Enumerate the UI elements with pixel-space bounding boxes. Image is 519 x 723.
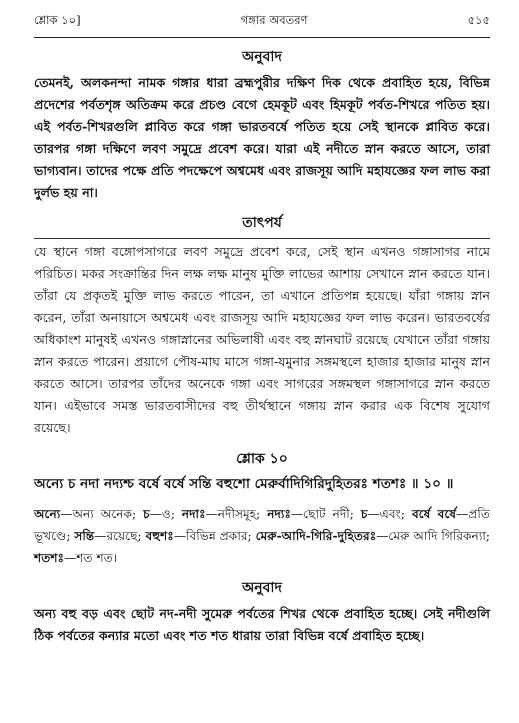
synonym-meaning: —ও; (149, 507, 182, 521)
translation-heading: অনুবাদ (242, 49, 282, 65)
synonym-meaning: —রয়েছে; (94, 529, 146, 543)
chapter-title: গঙ্গার অবতরণ (240, 13, 308, 27)
synonym-meaning: —শত শত। (64, 551, 118, 565)
translation-text: তেমনই, অলকনন্দা নামক গঙ্গার ধারা ব্রহ্মপুরীর দক্ষিণ দিক থেকে প্রবাহিত হয়ে, বিভিন্ন প্রদেশের পর্বতশৃঙ্গ অতিক্রম করে প্রচণ্ড বেগে হেমকূট এবং হিমকূট পর্বত-শিখরে পতিত হয়। এই পর্বত-শিখরগুলি প্লাবিত করে গঙ্গা ভারতবর্ষে পতিত হয়ে সেই স্থানকে প্লাবিত করে। তারপর গঙ্গা দক্ষিণে লবণ সমুদ্রে প্রবেশ করে। যারা এই নদীতে স্নান করতে আসে, তারা ভাগ্যবান। তাদের পক্ষে প্রতি পদক্ষেপে অশ্বমেধ এবং রাজসূয় আদি মহাযজ্ঞের ফল লাভ করা দুর্লভ হয় না। (34, 75, 490, 200)
synonym-meaning: —প্রতি ভূখণ্ডে; (34, 507, 490, 543)
synonym-meaning: —ছোট নদী; (290, 507, 361, 521)
synonym-term: নদাঃ (181, 507, 206, 521)
synonym-term: চ (143, 507, 150, 521)
synonym-term: নদ্যঃ (267, 507, 291, 521)
verse-title: শ্লোক ১০ (236, 451, 288, 467)
purport-rule (34, 238, 490, 239)
synonym-term: মেরু-আদি-গিরি-দুহিতরঃ (255, 529, 377, 543)
page-number: ৫১৫ (467, 13, 490, 27)
synonym-term: শতশঃ (34, 551, 65, 565)
synonym-term: বহুশঃ (145, 529, 174, 543)
verse-reference: শ্লোক ১০] (34, 13, 81, 27)
verse-text: অন্যে চ নদা নদ্যশ্চ বর্ষে বর্ষে সন্তি বহুশো মেরুর্বাদিগিরিদুহিতরঃ শতশঃ ॥ ১০ ॥ (34, 476, 454, 492)
synonyms (34, 503, 490, 569)
synonym-meaning: —বিভিন্ন প্রকার; (173, 529, 256, 543)
book-page (34, 12, 490, 647)
synonym-meaning: —অন্য অনেক; (60, 507, 144, 521)
synonym-term: অন্যে (34, 507, 61, 521)
running-header (34, 12, 490, 38)
synonym-term: সন্তি (74, 529, 95, 543)
purport-heading: তাৎপর্য (242, 215, 282, 231)
synonym-term: বর্ষে বর্ষে (411, 507, 457, 521)
synonym-meaning: —এবং; (367, 507, 412, 521)
synonym-meaning: —মেরু আদি গিরিকন্যা; (376, 529, 491, 543)
translation-heading: অনুবাদ (242, 580, 282, 596)
translation-text: অন্য বহু বড় এবং ছোট নদ-নদী সুমেরু পর্বতের শিখর থেকে প্রবাহিত হচ্ছে। সেই নদীগুলি ঠিক পর্বতের কন্যার মতো এবং শত শত ধারায় তারা বিভিন্ন বর্ষে প্রবাহিত হচ্ছে। (34, 606, 490, 643)
purport-text: যে স্থানে গঙ্গা বঙ্গোপসাগরে লবণ সমুদ্রে প্রবেশ করে, সেই স্থান এখনও গঙ্গাসাগর নামে পরিচিত। মকর সংক্রান্তির দিন লক্ষ লক্ষ মানুষ মুক্তি লাভের আশায় সেখানে স্নান করতে যান। তাঁরা যে প্রকৃতই মুক্তি লাভ করতে পারেন, তা এখানে প্রতিপন্ন হয়েছে। যাঁরা গঙ্গায় স্নান করেন, তাঁরা অনায়াসে অশ্বমেধ এবং রাজসূয় আদি মহাযজ্ঞের ফল লাভ করেন। ভারতবর্ষের অধিকাংশ মানুষই এখনও গঙ্গাস্নানের অভিলাষী এবং বহু স্নানঘাট রয়েছে যেখানে তাঁরা গঙ্গায় স্নান করতে পারেন। প্রয়াগে পৌষ-মাঘ মাসে গঙ্গা-যমুনার সঙ্গমস্থলে হাজার হাজার মানুষ স্নান করতে আসে। তারপর তাঁদের অনেকে গঙ্গা এবং সাগরের সঙ্গমস্থল গঙ্গাসাগরে স্নান করতে যান। এইভাবে সমস্ত ভারতবাসীদের বহু তীর্থস্থানে গঙ্গায় স্নান করার এক বিশেষ সুযোগ রয়েছে। (34, 244, 490, 435)
synonym-term: চ (360, 507, 368, 521)
synonym-meaning: —নদীসমূহ; (205, 507, 268, 521)
